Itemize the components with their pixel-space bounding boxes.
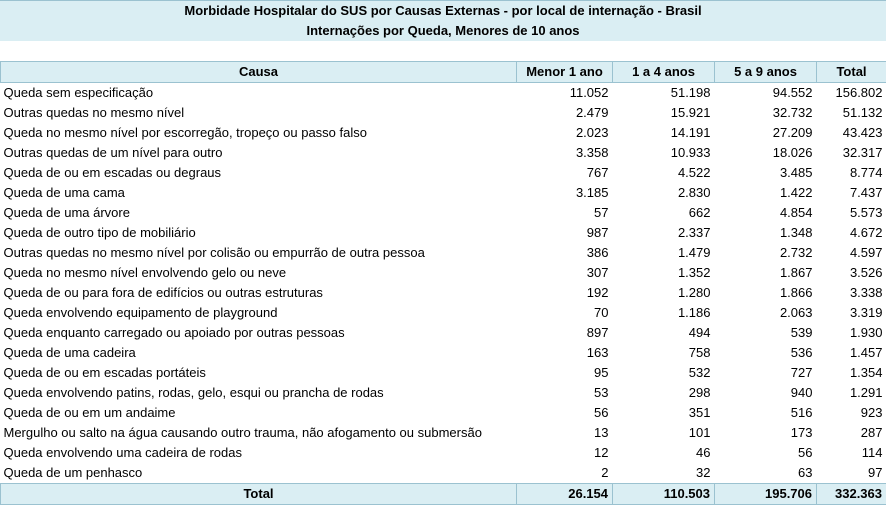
cell-1-a-4-anos: 10.933 <box>613 143 715 163</box>
cell-causa: Queda no mesmo nível por escorregão, tropeço ou passo falso <box>1 123 517 143</box>
cell-total: 3.319 <box>817 303 886 323</box>
table-row <box>1 403 886 423</box>
cell-5-a-9-anos: 1.867 <box>715 263 817 283</box>
cell-5-a-9-anos: 1.348 <box>715 223 817 243</box>
cell-5-a-9-anos: 2.063 <box>715 303 817 323</box>
cell-5-a-9-anos: 539 <box>715 323 817 343</box>
table-row <box>1 123 886 143</box>
cell-1-a-4-anos: 15.921 <box>613 103 715 123</box>
table-row <box>1 363 886 383</box>
cell-total: 7.437 <box>817 183 886 203</box>
total-5-a-9-anos: 195.706 <box>715 484 817 505</box>
cell-1-a-4-anos: 351 <box>613 403 715 423</box>
cell-menor-1-ano: 3.358 <box>517 143 613 163</box>
cell-5-a-9-anos: 536 <box>715 343 817 363</box>
cell-total: 97 <box>817 463 886 484</box>
header-causa: Causa <box>1 62 517 83</box>
table-row <box>1 383 886 403</box>
table-row <box>1 103 886 123</box>
cell-causa: Queda de outro tipo de mobiliário <box>1 223 517 243</box>
cell-menor-1-ano: 897 <box>517 323 613 343</box>
cell-total: 4.597 <box>817 243 886 263</box>
cell-menor-1-ano: 987 <box>517 223 613 243</box>
cell-menor-1-ano: 2.479 <box>517 103 613 123</box>
cell-5-a-9-anos: 32.732 <box>715 103 817 123</box>
table-row <box>1 183 886 203</box>
cell-menor-1-ano: 13 <box>517 423 613 443</box>
total-label: Total <box>1 484 517 505</box>
table-row <box>1 143 886 163</box>
cell-1-a-4-anos: 1.479 <box>613 243 715 263</box>
cell-causa: Queda de ou em um andaime <box>1 403 517 423</box>
cell-5-a-9-anos: 940 <box>715 383 817 403</box>
cell-total: 3.526 <box>817 263 886 283</box>
cell-causa: Queda de uma cama <box>1 183 517 203</box>
cell-5-a-9-anos: 4.854 <box>715 203 817 223</box>
table-row <box>1 203 886 223</box>
cell-causa: Queda de ou em escadas ou degraus <box>1 163 517 183</box>
table-row <box>1 263 886 283</box>
cell-total: 32.317 <box>817 143 886 163</box>
table-row <box>1 223 886 243</box>
cell-total: 4.672 <box>817 223 886 243</box>
header-total: Total <box>817 62 886 83</box>
cell-5-a-9-anos: 18.026 <box>715 143 817 163</box>
header-menor-1-ano: Menor 1 ano <box>517 62 613 83</box>
cell-total: 51.132 <box>817 103 886 123</box>
report-title: Morbidade Hospitalar do SUS por Causas Externas - por local de internação - Brasil <box>0 0 886 21</box>
cell-causa: Queda envolvendo equipamento de playground <box>1 303 517 323</box>
table-row <box>1 243 886 263</box>
table-row <box>1 283 886 303</box>
table-row <box>1 443 886 463</box>
cell-5-a-9-anos: 63 <box>715 463 817 484</box>
cell-menor-1-ano: 12 <box>517 443 613 463</box>
cell-causa: Outras quedas no mesmo nível por colisão ou empurrão de outra pessoa <box>1 243 517 263</box>
table-row <box>1 303 886 323</box>
cell-menor-1-ano: 307 <box>517 263 613 283</box>
total-menor-1-ano: 26.154 <box>517 484 613 505</box>
cell-1-a-4-anos: 1.280 <box>613 283 715 303</box>
cell-5-a-9-anos: 173 <box>715 423 817 443</box>
cell-5-a-9-anos: 2.732 <box>715 243 817 263</box>
cell-menor-1-ano: 70 <box>517 303 613 323</box>
cell-menor-1-ano: 163 <box>517 343 613 363</box>
cell-causa: Queda enquanto carregado ou apoiado por outras pessoas <box>1 323 517 343</box>
table-row <box>1 423 886 443</box>
cell-total: 114 <box>817 443 886 463</box>
cell-causa: Queda envolvendo uma cadeira de rodas <box>1 443 517 463</box>
cell-menor-1-ano: 2.023 <box>517 123 613 143</box>
cell-5-a-9-anos: 27.209 <box>715 123 817 143</box>
header-5-a-9-anos: 5 a 9 anos <box>715 62 817 83</box>
cell-total: 1.291 <box>817 383 886 403</box>
cell-total: 43.423 <box>817 123 886 143</box>
cell-causa: Queda envolvendo patins, rodas, gelo, esqui ou prancha de rodas <box>1 383 517 403</box>
cell-total: 8.774 <box>817 163 886 183</box>
cell-1-a-4-anos: 51.198 <box>613 83 715 104</box>
cell-causa: Queda de um penhasco <box>1 463 517 484</box>
cell-total: 923 <box>817 403 886 423</box>
table-row <box>1 163 886 183</box>
cell-causa: Outras quedas de um nível para outro <box>1 143 517 163</box>
cell-menor-1-ano: 95 <box>517 363 613 383</box>
table-row <box>1 343 886 363</box>
cell-menor-1-ano: 56 <box>517 403 613 423</box>
cell-menor-1-ano: 3.185 <box>517 183 613 203</box>
cell-causa: Mergulho ou salto na água causando outro trauma, não afogamento ou submersão <box>1 423 517 443</box>
cell-total: 1.930 <box>817 323 886 343</box>
cell-causa: Queda no mesmo nível envolvendo gelo ou neve <box>1 263 517 283</box>
cell-total: 3.338 <box>817 283 886 303</box>
cell-5-a-9-anos: 56 <box>715 443 817 463</box>
cell-total: 287 <box>817 423 886 443</box>
cell-1-a-4-anos: 532 <box>613 363 715 383</box>
cell-5-a-9-anos: 1.422 <box>715 183 817 203</box>
cell-1-a-4-anos: 32 <box>613 463 715 484</box>
cell-causa: Queda de ou em escadas portáteis <box>1 363 517 383</box>
cell-1-a-4-anos: 298 <box>613 383 715 403</box>
table-body <box>1 83 886 484</box>
total-total: 332.363 <box>817 484 886 505</box>
cell-5-a-9-anos: 94.552 <box>715 83 817 104</box>
header-row <box>1 62 886 83</box>
cell-5-a-9-anos: 1.866 <box>715 283 817 303</box>
cell-5-a-9-anos: 727 <box>715 363 817 383</box>
cell-1-a-4-anos: 14.191 <box>613 123 715 143</box>
cell-1-a-4-anos: 2.830 <box>613 183 715 203</box>
cell-1-a-4-anos: 101 <box>613 423 715 443</box>
cell-menor-1-ano: 53 <box>517 383 613 403</box>
cell-1-a-4-anos: 4.522 <box>613 163 715 183</box>
cell-menor-1-ano: 57 <box>517 203 613 223</box>
header-1-a-4-anos: 1 a 4 anos <box>613 62 715 83</box>
cell-1-a-4-anos: 1.186 <box>613 303 715 323</box>
cell-menor-1-ano: 386 <box>517 243 613 263</box>
table-row <box>1 463 886 484</box>
cell-1-a-4-anos: 662 <box>613 203 715 223</box>
cell-causa: Queda de uma cadeira <box>1 343 517 363</box>
cell-total: 1.354 <box>817 363 886 383</box>
cell-5-a-9-anos: 516 <box>715 403 817 423</box>
cell-menor-1-ano: 192 <box>517 283 613 303</box>
table-row <box>1 323 886 343</box>
cell-total: 5.573 <box>817 203 886 223</box>
cell-total: 1.457 <box>817 343 886 363</box>
table-row <box>1 83 886 104</box>
cell-causa: Queda de ou para fora de edifícios ou outras estruturas <box>1 283 517 303</box>
total-1-a-4-anos: 110.503 <box>613 484 715 505</box>
data-table <box>0 61 886 505</box>
cell-1-a-4-anos: 1.352 <box>613 263 715 283</box>
cell-menor-1-ano: 2 <box>517 463 613 484</box>
cell-1-a-4-anos: 758 <box>613 343 715 363</box>
cell-1-a-4-anos: 2.337 <box>613 223 715 243</box>
cell-5-a-9-anos: 3.485 <box>715 163 817 183</box>
cell-1-a-4-anos: 494 <box>613 323 715 343</box>
cell-menor-1-ano: 767 <box>517 163 613 183</box>
cell-1-a-4-anos: 46 <box>613 443 715 463</box>
cell-total: 156.802 <box>817 83 886 104</box>
report-subtitle: Internações por Queda, Menores de 10 anos <box>0 21 886 41</box>
cell-causa: Queda sem especificação <box>1 83 517 104</box>
cell-causa: Queda de uma árvore <box>1 203 517 223</box>
cell-causa: Outras quedas no mesmo nível <box>1 103 517 123</box>
total-row <box>1 484 886 505</box>
cell-menor-1-ano: 11.052 <box>517 83 613 104</box>
